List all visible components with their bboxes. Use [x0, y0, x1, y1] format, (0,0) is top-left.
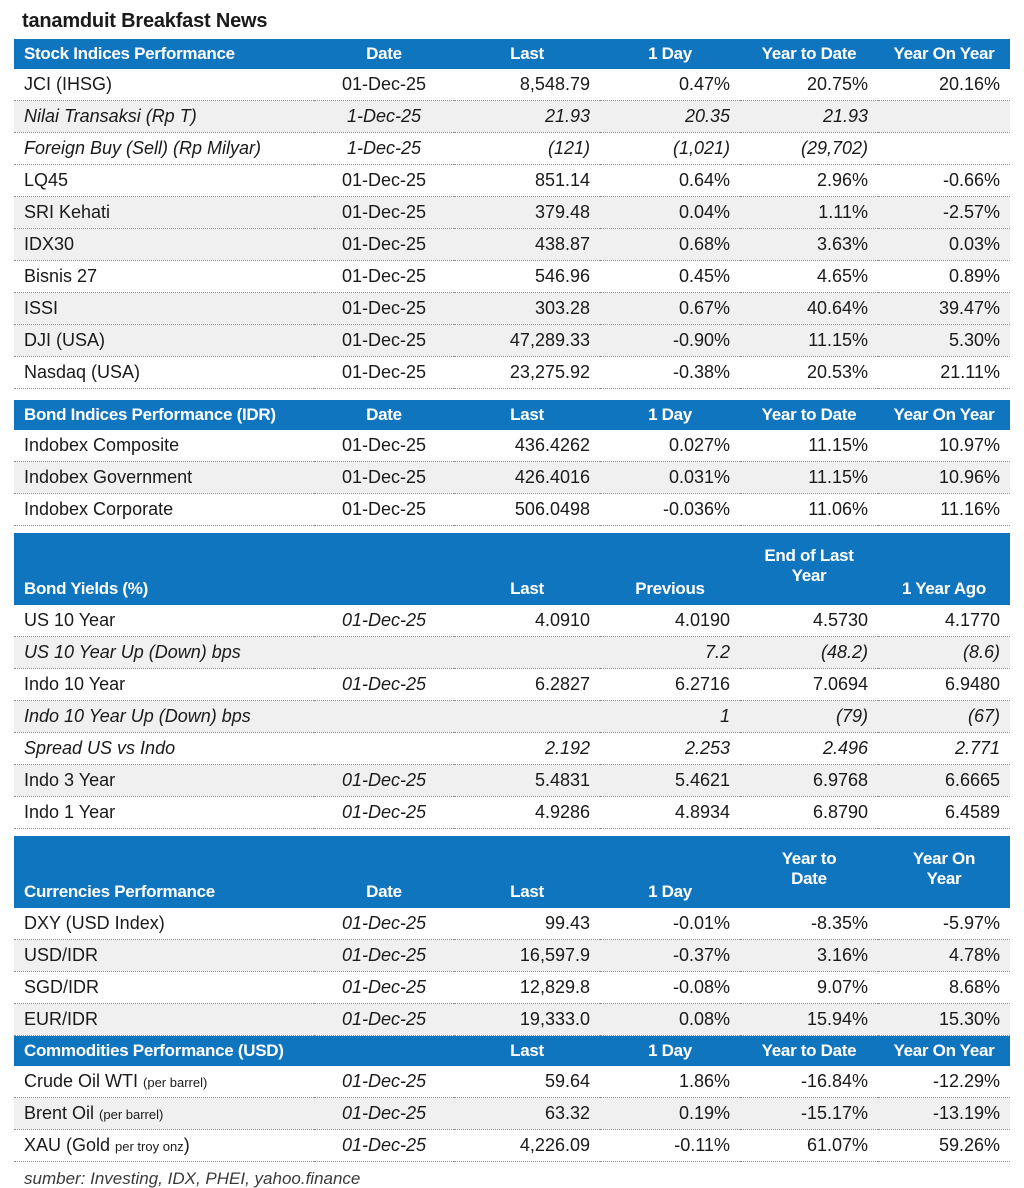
- bond-yields-header-name: Bond Yields (%): [14, 533, 314, 605]
- row-label: LQ45: [14, 165, 314, 197]
- row-date: 01-Dec-25: [314, 430, 454, 462]
- row-1day: -0.01%: [600, 908, 740, 940]
- row-label: Indobex Corporate: [14, 494, 314, 526]
- row-label: Nasdaq (USA): [14, 357, 314, 389]
- row-yoy: -2.57%: [878, 197, 1010, 229]
- row-label: US 10 Year: [14, 605, 314, 637]
- row-label: SGD/IDR: [14, 972, 314, 1004]
- row-label: DXY (USD Index): [14, 908, 314, 940]
- currencies-header-last: Last: [454, 836, 600, 908]
- row-label: Indo 1 Year: [14, 797, 314, 829]
- row-previous: 1: [600, 701, 740, 733]
- row-ytd: 20.53%: [740, 357, 878, 389]
- bond-indices-header-ytd: Year to Date: [740, 400, 878, 430]
- commodities-header-1day: 1 Day: [600, 1036, 740, 1066]
- row-yoy: 59.26%: [878, 1130, 1010, 1162]
- row-last: 47,289.33: [454, 325, 600, 357]
- row-date: 01-Dec-25: [314, 357, 454, 389]
- row-ytd: 11.15%: [740, 462, 878, 494]
- row-yoy: 20.16%: [878, 69, 1010, 101]
- row-ytd: 3.63%: [740, 229, 878, 261]
- stock-indices-header-row: [14, 39, 1010, 69]
- row-previous: 7.2: [600, 637, 740, 669]
- page-title: tanamduit Breakfast News: [22, 10, 268, 32]
- bond-yields-table: [14, 533, 1010, 829]
- row-label: [14, 1066, 314, 1098]
- table-row: [14, 197, 1010, 229]
- commodities-table: [14, 1036, 1010, 1162]
- currencies-header-1day: 1 Day: [600, 836, 740, 908]
- row-1day: -0.90%: [600, 325, 740, 357]
- row-date: 01-Dec-25: [314, 797, 454, 829]
- table-row: [14, 1004, 1010, 1036]
- table-row: [14, 133, 1010, 165]
- commodities-header-last: Last: [454, 1036, 600, 1066]
- row-date: 1-Dec-25: [314, 133, 454, 165]
- stock-header-date: Date: [314, 39, 454, 69]
- row-last: 506.0498: [454, 494, 600, 526]
- table-row: [14, 357, 1010, 389]
- row-date: 01-Dec-25: [314, 69, 454, 101]
- row-last: 2.192: [454, 733, 600, 765]
- row-1day: 20.35: [600, 101, 740, 133]
- row-label: [14, 1098, 314, 1130]
- table-row: [14, 229, 1010, 261]
- row-yoy: 39.47%: [878, 293, 1010, 325]
- row-date: 01-Dec-25: [314, 325, 454, 357]
- row-yoy: 11.16%: [878, 494, 1010, 526]
- bond-yields-header-row: [14, 533, 1010, 605]
- row-1day: 0.67%: [600, 293, 740, 325]
- row-ytd: 9.07%: [740, 972, 878, 1004]
- row-ytd: -8.35%: [740, 908, 878, 940]
- currencies-header-yoy: [878, 836, 1010, 908]
- row-ytd: 11.06%: [740, 494, 878, 526]
- row-label: ISSI: [14, 293, 314, 325]
- row-last: 5.4831: [454, 765, 600, 797]
- row-last: 426.4016: [454, 462, 600, 494]
- row-1day: 0.027%: [600, 430, 740, 462]
- table-row: [14, 261, 1010, 293]
- row-label: Indobex Government: [14, 462, 314, 494]
- row-date: 01-Dec-25: [314, 1130, 454, 1162]
- row-yoy: 8.68%: [878, 972, 1010, 1004]
- stock-header-yoy: Year On Year: [878, 39, 1010, 69]
- row-yoy: [878, 133, 1010, 165]
- commodities-header-ytd: Year to Date: [740, 1036, 878, 1066]
- row-last: 63.32: [454, 1098, 600, 1130]
- table-row: [14, 165, 1010, 197]
- row-label: US 10 Year Up (Down) bps: [14, 637, 314, 669]
- row-last: [454, 637, 600, 669]
- bond-indices-header-date: Date: [314, 400, 454, 430]
- row-yoy: 0.03%: [878, 229, 1010, 261]
- currencies-table: [14, 836, 1010, 1036]
- bond-indices-header-yoy: Year On Year: [878, 400, 1010, 430]
- row-end-last-year: 4.5730: [740, 605, 878, 637]
- row-end-last-year: 7.0694: [740, 669, 878, 701]
- row-label: Bisnis 27: [14, 261, 314, 293]
- row-date: 01-Dec-25: [314, 1066, 454, 1098]
- row-last: 21.93: [454, 101, 600, 133]
- row-date: 01-Dec-25: [314, 1098, 454, 1130]
- row-date: 01-Dec-25: [314, 908, 454, 940]
- row-1day: 1.86%: [600, 1066, 740, 1098]
- row-label: Spread US vs Indo: [14, 733, 314, 765]
- row-date: 01-Dec-25: [314, 462, 454, 494]
- row-date: 01-Dec-25: [314, 261, 454, 293]
- currencies-header-row: [14, 836, 1010, 908]
- row-label: Indobex Composite: [14, 430, 314, 462]
- row-last: 59.64: [454, 1066, 600, 1098]
- row-date: 01-Dec-25: [314, 229, 454, 261]
- row-yoy: 15.30%: [878, 1004, 1010, 1036]
- row-1day: -0.37%: [600, 940, 740, 972]
- commodities-header-name: Commodities Performance (USD): [14, 1036, 314, 1066]
- row-yoy: -12.29%: [878, 1066, 1010, 1098]
- bond-yields-header-end-of-last-year: End of Last Year: [740, 533, 878, 605]
- stock-header-name: Stock Indices Performance: [14, 39, 314, 69]
- row-date: 1-Dec-25: [314, 101, 454, 133]
- table-row: [14, 1098, 1010, 1130]
- row-label-unit: (per barrel): [99, 1107, 164, 1122]
- row-last: 6.2827: [454, 669, 600, 701]
- row-last: 16,597.9: [454, 940, 600, 972]
- bond-yields-header-last: Last: [454, 533, 600, 605]
- section-spacer: [14, 389, 1010, 400]
- row-date: 01-Dec-25: [314, 197, 454, 229]
- row-1day: 0.64%: [600, 165, 740, 197]
- table-row: [14, 637, 1010, 669]
- row-end-last-year: 2.496: [740, 733, 878, 765]
- row-label-main: Brent Oil: [24, 1103, 100, 1123]
- row-label-unit: (per barrel): [143, 1075, 208, 1090]
- row-last: 4.9286: [454, 797, 600, 829]
- bond-indices-table: [14, 400, 1010, 526]
- row-yoy: -13.19%: [878, 1098, 1010, 1130]
- row-label: JCI (IHSG): [14, 69, 314, 101]
- row-ytd: 20.75%: [740, 69, 878, 101]
- row-label-main: XAU (Gold: [24, 1135, 116, 1155]
- row-1day: (1,021): [600, 133, 740, 165]
- row-ytd: 11.15%: [740, 325, 878, 357]
- table-row: [14, 293, 1010, 325]
- table-row: [14, 1130, 1010, 1162]
- row-date: [314, 701, 454, 733]
- bond-indices-header-name: Bond Indices Performance (IDR): [14, 400, 314, 430]
- row-label: SRI Kehati: [14, 197, 314, 229]
- row-label-tail: ): [183, 1135, 190, 1155]
- row-last: 438.87: [454, 229, 600, 261]
- table-row: [14, 325, 1010, 357]
- stock-header-1day: 1 Day: [600, 39, 740, 69]
- row-last: 546.96: [454, 261, 600, 293]
- row-ytd: -16.84%: [740, 1066, 878, 1098]
- row-yoy: 5.30%: [878, 325, 1010, 357]
- row-ytd: 15.94%: [740, 1004, 878, 1036]
- row-ytd: 1.11%: [740, 197, 878, 229]
- row-ytd: 40.64%: [740, 293, 878, 325]
- bond-yields-header-blank: [314, 533, 454, 605]
- row-date: 01-Dec-25: [314, 165, 454, 197]
- row-last: 12,829.8: [454, 972, 600, 1004]
- bond-yields-header-one-year-ago: 1 Year Ago: [878, 533, 1010, 605]
- row-previous: 2.253: [600, 733, 740, 765]
- row-end-last-year: 6.8790: [740, 797, 878, 829]
- row-date: 01-Dec-25: [314, 1004, 454, 1036]
- table-row: [14, 69, 1010, 101]
- bond-indices-header-1day: 1 Day: [600, 400, 740, 430]
- row-label-unit: per troy onz: [115, 1139, 184, 1154]
- section-spacer: [14, 526, 1010, 533]
- row-previous: 4.0190: [600, 605, 740, 637]
- table-row: [14, 605, 1010, 637]
- row-label: EUR/IDR: [14, 1004, 314, 1036]
- row-one-year-ago: 4.1770: [878, 605, 1010, 637]
- row-last: 99.43: [454, 908, 600, 940]
- row-date: 01-Dec-25: [314, 293, 454, 325]
- row-last: 4.0910: [454, 605, 600, 637]
- row-label: [14, 1130, 314, 1162]
- row-one-year-ago: 6.9480: [878, 669, 1010, 701]
- row-label-main: Crude Oil WTI: [24, 1071, 144, 1091]
- table-row: [14, 669, 1010, 701]
- row-last: 379.48: [454, 197, 600, 229]
- row-label: Indo 10 Year Up (Down) bps: [14, 701, 314, 733]
- row-1day: 0.68%: [600, 229, 740, 261]
- row-last: 851.14: [454, 165, 600, 197]
- row-one-year-ago: 2.771: [878, 733, 1010, 765]
- row-last: 19,333.0: [454, 1004, 600, 1036]
- bond-indices-header-last: Last: [454, 400, 600, 430]
- row-date: 01-Dec-25: [314, 494, 454, 526]
- row-last: 436.4262: [454, 430, 600, 462]
- stock-indices-table: [14, 39, 1010, 389]
- row-end-last-year: 6.9768: [740, 765, 878, 797]
- row-last: 4,226.09: [454, 1130, 600, 1162]
- table-row: [14, 101, 1010, 133]
- row-last: 303.28: [454, 293, 600, 325]
- row-yoy: 21.11%: [878, 357, 1010, 389]
- row-1day: 0.031%: [600, 462, 740, 494]
- row-1day: 0.08%: [600, 1004, 740, 1036]
- commodities-header-blank: [314, 1036, 454, 1066]
- row-previous: 5.4621: [600, 765, 740, 797]
- row-label: Indo 10 Year: [14, 669, 314, 701]
- commodities-header-yoy: Year On Year: [878, 1036, 1010, 1066]
- source-note: sumber: Investing, IDX, PHEI, yahoo.finance: [24, 1169, 361, 1188]
- row-date: 01-Dec-25: [314, 765, 454, 797]
- ytd-line-2: Date: [791, 869, 827, 888]
- table-row: [14, 908, 1010, 940]
- currencies-header-name: Currencies Performance: [14, 836, 314, 908]
- row-1day: -0.11%: [600, 1130, 740, 1162]
- section-spacer: [14, 829, 1010, 836]
- row-label: USD/IDR: [14, 940, 314, 972]
- row-date: [314, 733, 454, 765]
- stock-header-ytd: Year to Date: [740, 39, 878, 69]
- row-one-year-ago: (8.6): [878, 637, 1010, 669]
- table-row: [14, 940, 1010, 972]
- row-one-year-ago: 6.4589: [878, 797, 1010, 829]
- stock-header-last: Last: [454, 39, 600, 69]
- row-1day: 0.04%: [600, 197, 740, 229]
- row-yoy: -5.97%: [878, 908, 1010, 940]
- row-date: 01-Dec-25: [314, 669, 454, 701]
- row-yoy: -0.66%: [878, 165, 1010, 197]
- table-row: [14, 765, 1010, 797]
- row-previous: 6.2716: [600, 669, 740, 701]
- row-date: 01-Dec-25: [314, 605, 454, 637]
- row-date: [314, 637, 454, 669]
- currencies-header-ytd: [740, 836, 878, 908]
- row-ytd: 2.96%: [740, 165, 878, 197]
- row-label: Indo 3 Year: [14, 765, 314, 797]
- row-ytd: 61.07%: [740, 1130, 878, 1162]
- row-1day: 0.45%: [600, 261, 740, 293]
- row-ytd: 4.65%: [740, 261, 878, 293]
- table-row: [14, 733, 1010, 765]
- table-row: [14, 701, 1010, 733]
- row-last: 23,275.92: [454, 357, 600, 389]
- row-one-year-ago: 6.6665: [878, 765, 1010, 797]
- row-label: DJI (USA): [14, 325, 314, 357]
- row-yoy: 10.97%: [878, 430, 1010, 462]
- row-ytd: -15.17%: [740, 1098, 878, 1130]
- row-last: [454, 701, 600, 733]
- row-date: 01-Dec-25: [314, 972, 454, 1004]
- row-label: Foreign Buy (Sell) (Rp Milyar): [14, 133, 314, 165]
- table-row: [14, 462, 1010, 494]
- row-1day: -0.036%: [600, 494, 740, 526]
- row-1day: 0.47%: [600, 69, 740, 101]
- row-yoy: 4.78%: [878, 940, 1010, 972]
- row-end-last-year: (79): [740, 701, 878, 733]
- row-one-year-ago: (67): [878, 701, 1010, 733]
- row-label: IDX30: [14, 229, 314, 261]
- yoy-line-1: Year On: [912, 849, 976, 869]
- row-1day: -0.08%: [600, 972, 740, 1004]
- row-ytd: 11.15%: [740, 430, 878, 462]
- row-ytd: 21.93: [740, 101, 878, 133]
- row-end-last-year: (48.2): [740, 637, 878, 669]
- table-row: [14, 494, 1010, 526]
- row-yoy: [878, 101, 1010, 133]
- yoy-line-2: Year: [926, 869, 962, 888]
- bond-indices-header-row: [14, 400, 1010, 430]
- table-row: [14, 972, 1010, 1004]
- row-date: 01-Dec-25: [314, 940, 454, 972]
- commodities-header-row: [14, 1036, 1010, 1066]
- bond-yields-header-previous: Previous: [600, 533, 740, 605]
- row-label: Nilai Transaksi (Rp T): [14, 101, 314, 133]
- row-yoy: 0.89%: [878, 261, 1010, 293]
- table-row: [14, 1066, 1010, 1098]
- row-ytd: 3.16%: [740, 940, 878, 972]
- row-last: 8,548.79: [454, 69, 600, 101]
- row-1day: 0.19%: [600, 1098, 740, 1130]
- table-row: [14, 797, 1010, 829]
- row-1day: -0.38%: [600, 357, 740, 389]
- currencies-header-date: Date: [314, 836, 454, 908]
- row-previous: 4.8934: [600, 797, 740, 829]
- ytd-line-1: Year to: [781, 849, 837, 869]
- row-yoy: 10.96%: [878, 462, 1010, 494]
- row-last: (121): [454, 133, 600, 165]
- row-ytd: (29,702): [740, 133, 878, 165]
- table-row: [14, 430, 1010, 462]
